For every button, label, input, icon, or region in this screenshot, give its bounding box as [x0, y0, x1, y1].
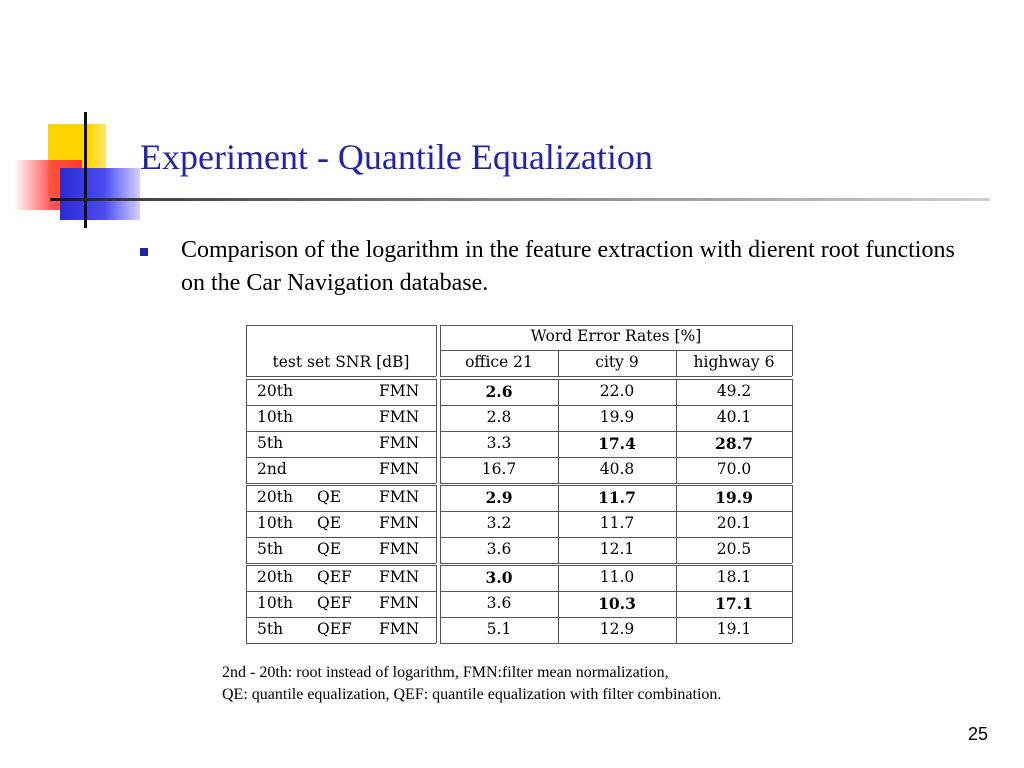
group-rule-top-right [440, 485, 792, 486]
row-value: 22.0 [599, 382, 635, 400]
row-norm: FMN [379, 620, 420, 638]
header-rule-bottom-left [246, 376, 436, 377]
row-root: 20th [257, 488, 293, 506]
row-norm: FMN [379, 488, 420, 506]
header-rule-col2 [676, 350, 677, 376]
row-method: QE [317, 488, 342, 506]
group-rule-left-end [436, 485, 437, 563]
row-method: QEF [317, 568, 352, 586]
row-root: 5th [257, 540, 284, 558]
row-value: 49.2 [716, 382, 752, 400]
row-value: 3.3 [486, 434, 512, 452]
header-rule-bottom-right [440, 376, 792, 377]
group-rule-right-start [440, 485, 441, 563]
row-rule-left [246, 405, 436, 406]
row-rule-left [246, 537, 436, 538]
group-rule-bottom-right [440, 643, 792, 644]
group-rule-top-left [246, 379, 436, 380]
row-norm: FMN [379, 568, 420, 586]
footnote-line-1: 2nd - 20th: root instead of logarithm, FMN:filter mean normalization, [222, 664, 669, 681]
header-rule-right-start [440, 325, 441, 376]
header-rule-mid [440, 350, 792, 351]
group-rule-left-end [436, 379, 437, 483]
title-underline [50, 198, 990, 201]
row-value: 3.6 [486, 540, 512, 558]
row-value: 11.7 [598, 488, 636, 507]
row-value: 17.1 [715, 594, 753, 613]
row-method: QE [317, 540, 342, 558]
group-rule-left [246, 485, 247, 563]
row-root: 10th [257, 594, 293, 612]
row-rule-right [440, 457, 792, 458]
row-rule-right [440, 591, 792, 592]
row-norm: FMN [379, 382, 420, 400]
group-rule-left-end [436, 565, 437, 643]
group-rule-top-left [246, 485, 436, 486]
row-method: QEF [317, 594, 352, 612]
row-root: 5th [257, 434, 284, 452]
row-rule-left [246, 511, 436, 512]
column-header: office 21 [465, 353, 533, 371]
row-norm: FMN [379, 540, 420, 558]
header-rule-right [792, 325, 793, 376]
row-value: 11.7 [599, 514, 635, 532]
row-rule-right [440, 431, 792, 432]
group-rule-col2 [676, 565, 677, 643]
row-value: 2.9 [485, 488, 513, 507]
row-value: 40.8 [599, 460, 635, 478]
row-value: 19.1 [716, 620, 752, 638]
header-rule-top-left [246, 325, 436, 326]
row-value: 18.1 [716, 568, 752, 586]
row-value: 3.2 [486, 514, 512, 532]
row-value: 2.8 [486, 408, 512, 426]
row-value: 17.4 [598, 434, 636, 453]
row-value: 11.0 [599, 568, 635, 586]
row-root: 10th [257, 408, 293, 426]
row-root: 20th [257, 382, 293, 400]
row-value: 19.9 [599, 408, 635, 426]
bullet-item [140, 234, 960, 300]
row-rule-left [246, 617, 436, 618]
row-value: 3.0 [485, 568, 513, 587]
group-rule-col1 [558, 485, 559, 563]
row-value: 20.1 [716, 514, 752, 532]
group-rule-bottom-right [440, 483, 792, 484]
row-value: 40.1 [716, 408, 752, 426]
group-rule-bottom-left [246, 563, 436, 564]
group-rule-top-right [440, 379, 792, 380]
row-method: QE [317, 514, 342, 532]
row-norm: FMN [379, 514, 420, 532]
header-rule-col1 [558, 350, 559, 376]
row-value: 2.6 [485, 382, 513, 401]
results-table [246, 325, 794, 643]
logo-vertical-line [84, 112, 87, 228]
column-header: highway 6 [693, 353, 775, 371]
row-value: 10.3 [598, 594, 636, 613]
row-value: 12.9 [599, 620, 635, 638]
row-value: 19.9 [715, 488, 753, 507]
header-rule-left-end [436, 325, 437, 376]
row-rule-right [440, 511, 792, 512]
page-number: 25 [968, 724, 989, 744]
row-rule-right [440, 617, 792, 618]
header-rule-top-right [440, 325, 792, 326]
group-rule-bottom-right [440, 563, 792, 564]
group-rule-right [792, 565, 793, 643]
group-rule-right [792, 485, 793, 563]
row-norm: FMN [379, 434, 420, 452]
row-value: 20.5 [716, 540, 752, 558]
group-header: Word Error Rates [%] [530, 327, 702, 345]
row-norm: FMN [379, 408, 420, 426]
group-rule-left [246, 565, 247, 643]
row-value: 16.7 [481, 460, 517, 478]
row-rule-left [246, 591, 436, 592]
footnote-line-2: QE: quantile equalization, QEF: quantile equalization with filter combination. [222, 686, 722, 703]
group-rule-col1 [558, 565, 559, 643]
row-rule-left [246, 431, 436, 432]
row-rule-left [246, 457, 436, 458]
footnote [222, 662, 721, 706]
group-rule-bottom-left [246, 643, 436, 644]
row-norm: FMN [379, 460, 420, 478]
group-rule-right-start [440, 565, 441, 643]
row-value: 28.7 [715, 434, 753, 453]
square-bullet-icon [140, 248, 148, 256]
column-header: city 9 [595, 353, 639, 371]
slide-title: Experiment - Quantile Equalization [140, 137, 653, 177]
group-rule-top-right [440, 565, 792, 566]
row-value: 5.1 [486, 620, 512, 638]
logo-blue-block [60, 168, 140, 220]
row-value: 3.6 [486, 594, 512, 612]
row-value: 12.1 [599, 540, 635, 558]
group-rule-right [792, 379, 793, 483]
row-rule-right [440, 537, 792, 538]
row-root: 5th [257, 620, 284, 638]
group-rule-top-left [246, 565, 436, 566]
row-value: 70.0 [716, 460, 752, 478]
row-root: 2nd [257, 460, 287, 478]
bullet-text: Comparison of the logarithm in the feature extraction with dierent root functions on the Car Navigation database. [181, 237, 955, 296]
row-method: QEF [317, 620, 352, 638]
group-rule-col2 [676, 485, 677, 563]
row-root: 20th [257, 568, 293, 586]
row-root: 10th [257, 514, 293, 532]
group-rule-bottom-left [246, 483, 436, 484]
row-norm: FMN [379, 594, 420, 612]
row-header: test set SNR [dB] [272, 353, 410, 371]
row-rule-right [440, 405, 792, 406]
